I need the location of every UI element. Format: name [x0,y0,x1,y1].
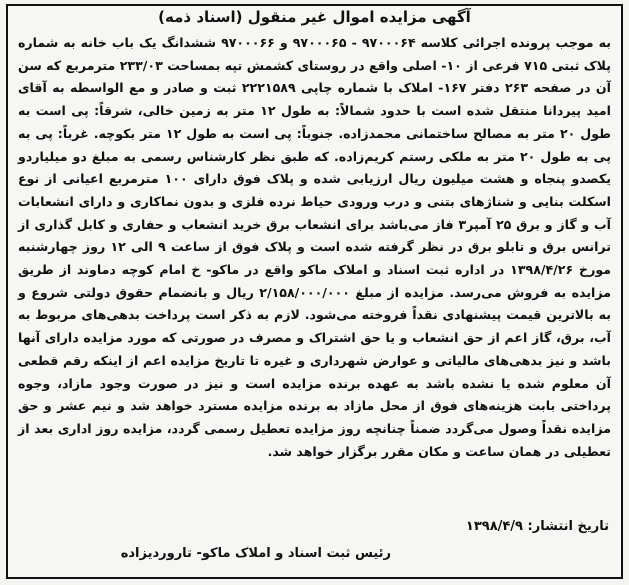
notice-title: آگهی مزایده اموال غیر منقول (اسناد ذمه) [158,8,471,26]
signature-line: رئیس ثبت اسناد و املاک ماکو- تاروردیزاده [120,546,391,561]
notice-body: به موجب پرونده اجرائی کلاسه ۹۷۰۰۰۶۴ - ۹۷۰۰۰۶۵ و ۹۷۰۰۰۶۶ ششدانگ یک باب خانه به شماره پلاک ثبتی ۷۱۵ فرعی از ۱۰- اصلی واقع در روستای کشمش تپه بمساحت ۲۳۳/۰۳ مترمربع که سن آن در صفحه ۲۶۳ دفتر ۱۶۷- املاک با شماره چاپی ۲۲۲۱۵۸۹ ثبت و صادر و مع الواسطه به آقای امید پیردانا منتقل شده است با حدود شمالاً: به طول ۱۲ متر به زمین خالی، شرقاً: پی است به طول ۲۰ متر به مصالح ساختمانی محمدزاده. جنوباً: پی است به طول ۱۲ متر بکوچه. غرباً: پی به پی به طول ۲۰ متر به ملکی رستم کریم‌زاده. که طبق نظر کارشناس رسمی به مبلغ دو میلیاردو یکصدو پنجاه و هشت میلیون ریال ارزیابی شده و پلاک فوق دارای ۱۰۰ مترمربع اعیانی از نوع اسکلت بنایی و شناژهای بتنی و درب ورودی حیاط نرده فلزی و بدون نماکاری و دارای انشعابات آب و گاز و برق ۲۵ آمپر۳ فاز می‌باشد برای انشعاب برق خرید انشعاب و حفاری و کابل گذاری از ترانس برق و تابلو برق در نظر گرفته شده است و پلاک فوق از ساعت ۹ الی ۱۲ روز چهارشنبه مورخ ۱۳۹۸/۴/۲۶ در اداره ثبت اسناد و املاک ماکو واقع در ماکو- خ امام کوچه دماوند از طریق مزایده به فروش می‌رسد. مزایده از مبلغ ۲/۱۵۸/۰۰۰/۰۰۰ ریال و بانضمام حقوق دولتی شروع و به بالاترین قیمت پیشنهادی نقداً فروخته می‌شود. لازم به ذکر است پرداخت بدهی‌های مربوط به آب، برق، گاز اعم از حق انشعاب و یا حق اشتراک و مصرف در صورتی که مورد مزایده دارای آنها باشد و نیز بدهی‌های مالیاتی و عوارض شهرداری و غیره تا تاریخ مزایده اعم از اینکه رقم قطعی آن معلوم شده یا نشده باشد به عهده برنده مزایده است و نیز در صورت وجود مازاد، وجوه پرداختی بابت هزینه‌های فوق از محل مازاد به برنده مزایده مسترد خواهد شد و نیم عشر و حق مزایده نقداً وصول می‌گردد ضمناً چنانچه روز مزایده تعطیل رسمی گردد، مزایده روز اداری بعد از تعطیلی در همان ساعت و مکان مقرر برگزار خواهد شد. [18,35,612,459]
notice-frame [6,4,623,579]
publication-date: تاریخ انتشار: ۱۳۹۸/۴/۹ [465,519,609,534]
